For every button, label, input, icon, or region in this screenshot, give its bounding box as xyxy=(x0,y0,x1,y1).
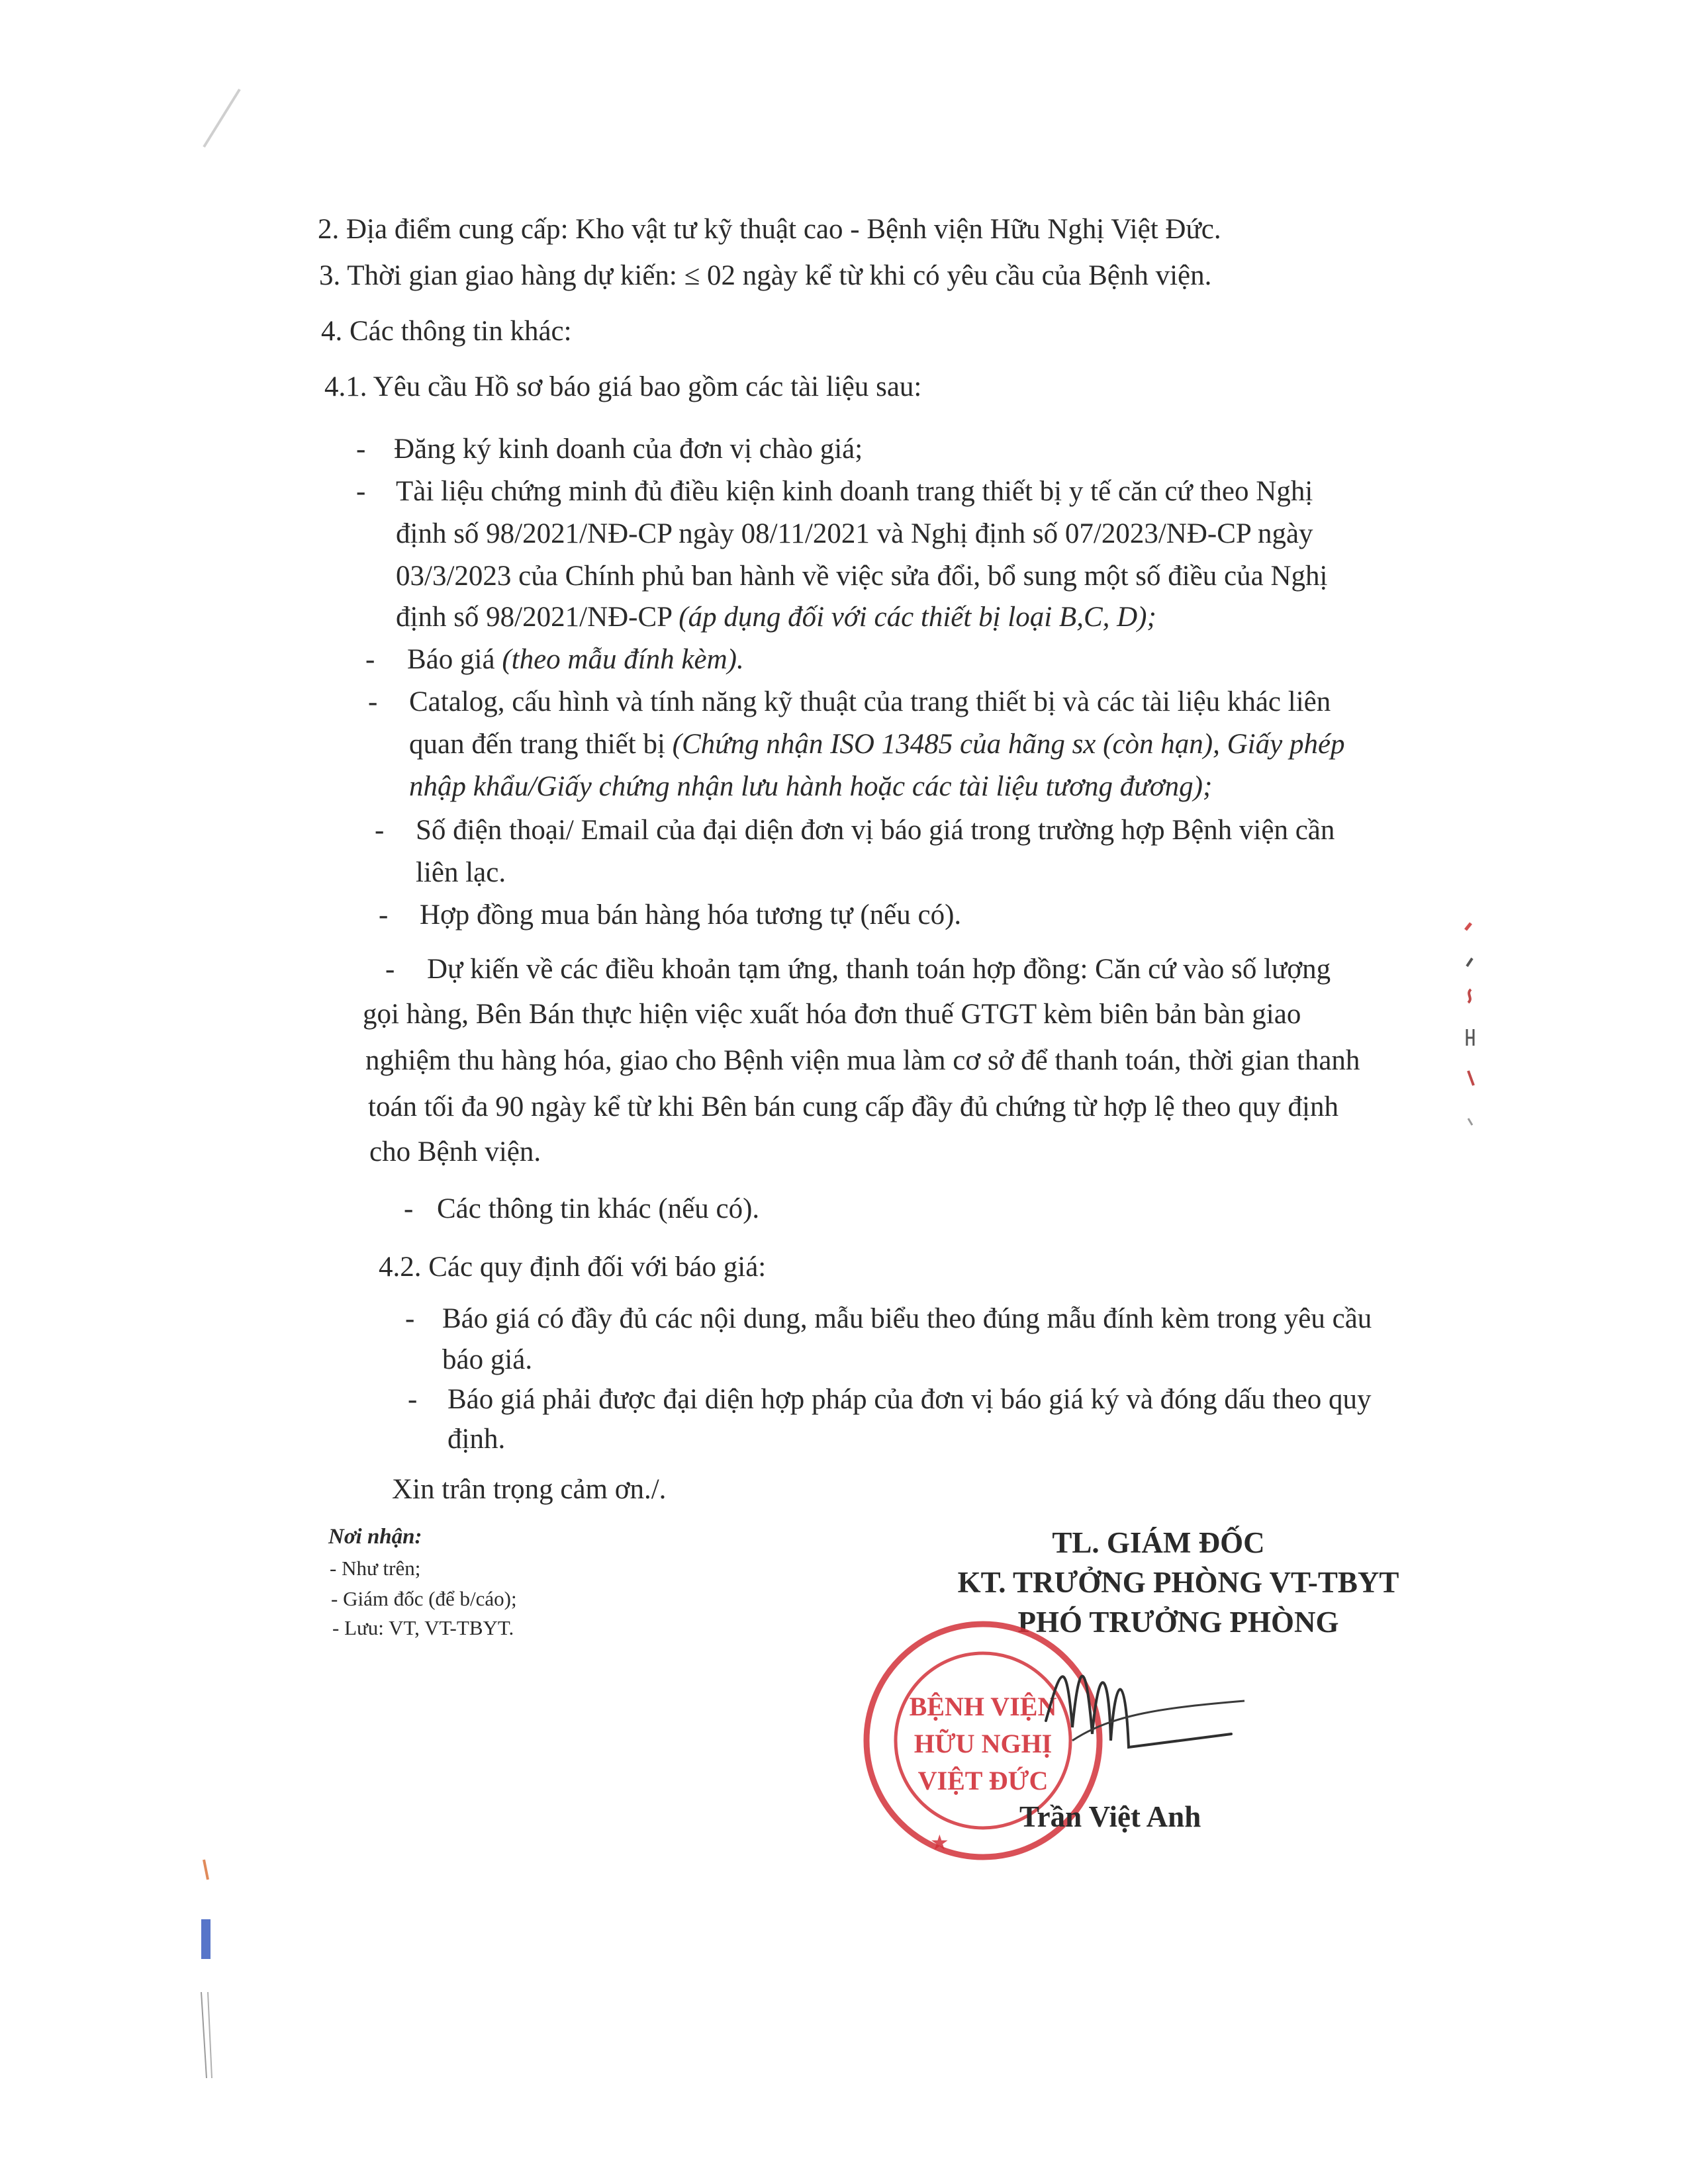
bullet-dash: - xyxy=(368,686,378,717)
svg-text:★: ★ xyxy=(930,1830,949,1855)
signature-line-2: KT. TRƯỞNG PHÒNG VT-TBYT xyxy=(957,1566,1399,1599)
item-4-1-title: 4.1. Yêu cầu Hồ sơ báo giá bao gồm các tài liệu sau: xyxy=(324,371,922,402)
handwritten-signature xyxy=(1033,1635,1251,1807)
bullet-payment-l5: cho Bệnh viện. xyxy=(369,1136,541,1167)
bullet-quotation xyxy=(407,643,744,676)
scan-mark xyxy=(199,86,245,152)
decree-ref: định số 98/2021/NĐ-CP xyxy=(396,602,679,633)
bullet-qualification-l3: 03/3/2023 của Chính phủ ban hành về việc sửa đổi, bổ sung một số điều của Nghị xyxy=(396,561,1328,592)
catalog-text: quan đến trang thiết bị xyxy=(409,729,673,760)
seal-text-2: HỮU NGHỊ xyxy=(914,1729,1053,1758)
section-4-2-title: 4.2. Các quy định đối với báo giá: xyxy=(379,1251,767,1283)
item-other-info: 4. Các thông tin khác: xyxy=(321,316,572,347)
seal-text-1: BỆNH VIỆN xyxy=(909,1692,1057,1721)
bullet-qualification-l1: Tài liệu chứng minh đủ điều kiện kinh doanh trang thiết bị y tế căn cứ theo Nghị xyxy=(396,476,1313,507)
bullet-payment-l1: Dự kiến về các điều khoản tạm ứng, thanh toán hợp đồng: Căn cứ vào số lượng xyxy=(427,954,1331,985)
recipients-title: Nơi nhận: xyxy=(328,1525,422,1549)
rule-content-l1: Báo giá có đầy đủ các nội dung, mẫu biểu theo đúng mẫu đính kèm trong yêu cầu xyxy=(442,1303,1372,1334)
bullet-dash: - xyxy=(356,476,366,507)
recipient-1: - Như trên; xyxy=(330,1557,421,1580)
signer-name: Trần Việt Anh xyxy=(1019,1800,1201,1833)
seal-text-3: VIỆT ĐỨC xyxy=(917,1766,1049,1796)
rule-signature-l2: định. xyxy=(447,1424,506,1455)
catalog-note: (Chứng nhận ISO 13485 của hãng sx (còn hạn), Giấy phép xyxy=(672,729,1345,760)
item-delivery-location: 2. Địa điểm cung cấp: Kho vật tư kỹ thuật cao - Bệnh viện Hữu Nghị Việt Đức. xyxy=(318,214,1221,245)
bullet-payment-l2: gọi hàng, Bên Bán thực hiện việc xuất hóa đơn thuế GTGT kèm biên bản bàn giao xyxy=(363,999,1301,1030)
recipient-2: - Giám đốc (để b/cáo); xyxy=(331,1587,517,1610)
bullet-dash: - xyxy=(379,899,389,931)
quotation-note: (theo mẫu đính kèm). xyxy=(502,644,744,675)
bullet-dash: - xyxy=(408,1384,418,1415)
bullet-payment-l4: toán tối đa 90 ngày kể từ khi Bên bán cung cấp đầy đủ chứng từ hợp lệ theo quy định xyxy=(368,1091,1338,1122)
bullet-catalog-l1: Catalog, cấu hình và tính năng kỹ thuật của trang thiết bị và các tài liệu khác liên xyxy=(409,686,1331,717)
bullet-similar-contracts: Hợp đồng mua bán hàng hóa tương tự (nếu có). xyxy=(420,899,962,931)
bullet-dash: - xyxy=(385,954,395,985)
quotation-label: Báo giá xyxy=(407,644,502,675)
closing-thanks: Xin trân trọng cảm ơn./. xyxy=(392,1474,667,1505)
bullet-contact-l2: liên lạc. xyxy=(416,857,506,888)
bullet-dash: - xyxy=(375,815,385,846)
decree-scope-note: (áp dụng đối với các thiết bị loại B,C, D); xyxy=(679,602,1156,633)
bullet-catalog-l3: nhập khẩu/Giấy chứng nhận lưu hành hoặc các tài liệu tương đương); xyxy=(409,771,1213,802)
left-edge-marks xyxy=(192,1840,218,2091)
signature-line-1: TL. GIÁM ĐỐC xyxy=(1052,1526,1265,1559)
recipient-3: - Lưu: VT, VT-TBYT. xyxy=(332,1616,514,1639)
bullet-payment-l3: nghiệm thu hàng hóa, giao cho Bệnh viện mua làm cơ sở để thanh toán, thời gian thanh xyxy=(365,1045,1360,1076)
bullet-dash: - xyxy=(405,1303,415,1334)
bullet-dash: - xyxy=(404,1193,414,1224)
bullet-catalog-l2 xyxy=(409,728,1345,760)
item-delivery-time: 3. Thời gian giao hàng dự kiến: ≤ 02 ngày kể từ khi có yêu cầu của Bệnh viện. xyxy=(319,260,1212,291)
bullet-dash: - xyxy=(365,644,375,675)
bullet-other-info: Các thông tin khác (nếu có). xyxy=(437,1193,760,1224)
signature-line-3: PHÓ TRƯỞNG PHÒNG xyxy=(1017,1606,1339,1639)
bullet-qualification-l4 xyxy=(396,601,1156,633)
rule-content-l2: báo giá. xyxy=(442,1344,533,1375)
bullet-business-registration: Đăng ký kinh doanh của đơn vị chào giá; xyxy=(394,433,863,465)
margin-marks xyxy=(1456,920,1483,1138)
bullet-contact-l1: Số điện thoại/ Email của đại diện đơn vị báo giá trong trường hợp Bệnh viện cần xyxy=(416,815,1335,846)
bullet-qualification-l2: định số 98/2021/NĐ-CP ngày 08/11/2021 và Nghị định số 07/2023/NĐ-CP ngày xyxy=(396,518,1313,549)
rule-signature-l1: Báo giá phải được đại diện hợp pháp của đơn vị báo giá ký và đóng dấu theo quy xyxy=(447,1384,1372,1415)
bullet-dash: - xyxy=(356,433,366,465)
